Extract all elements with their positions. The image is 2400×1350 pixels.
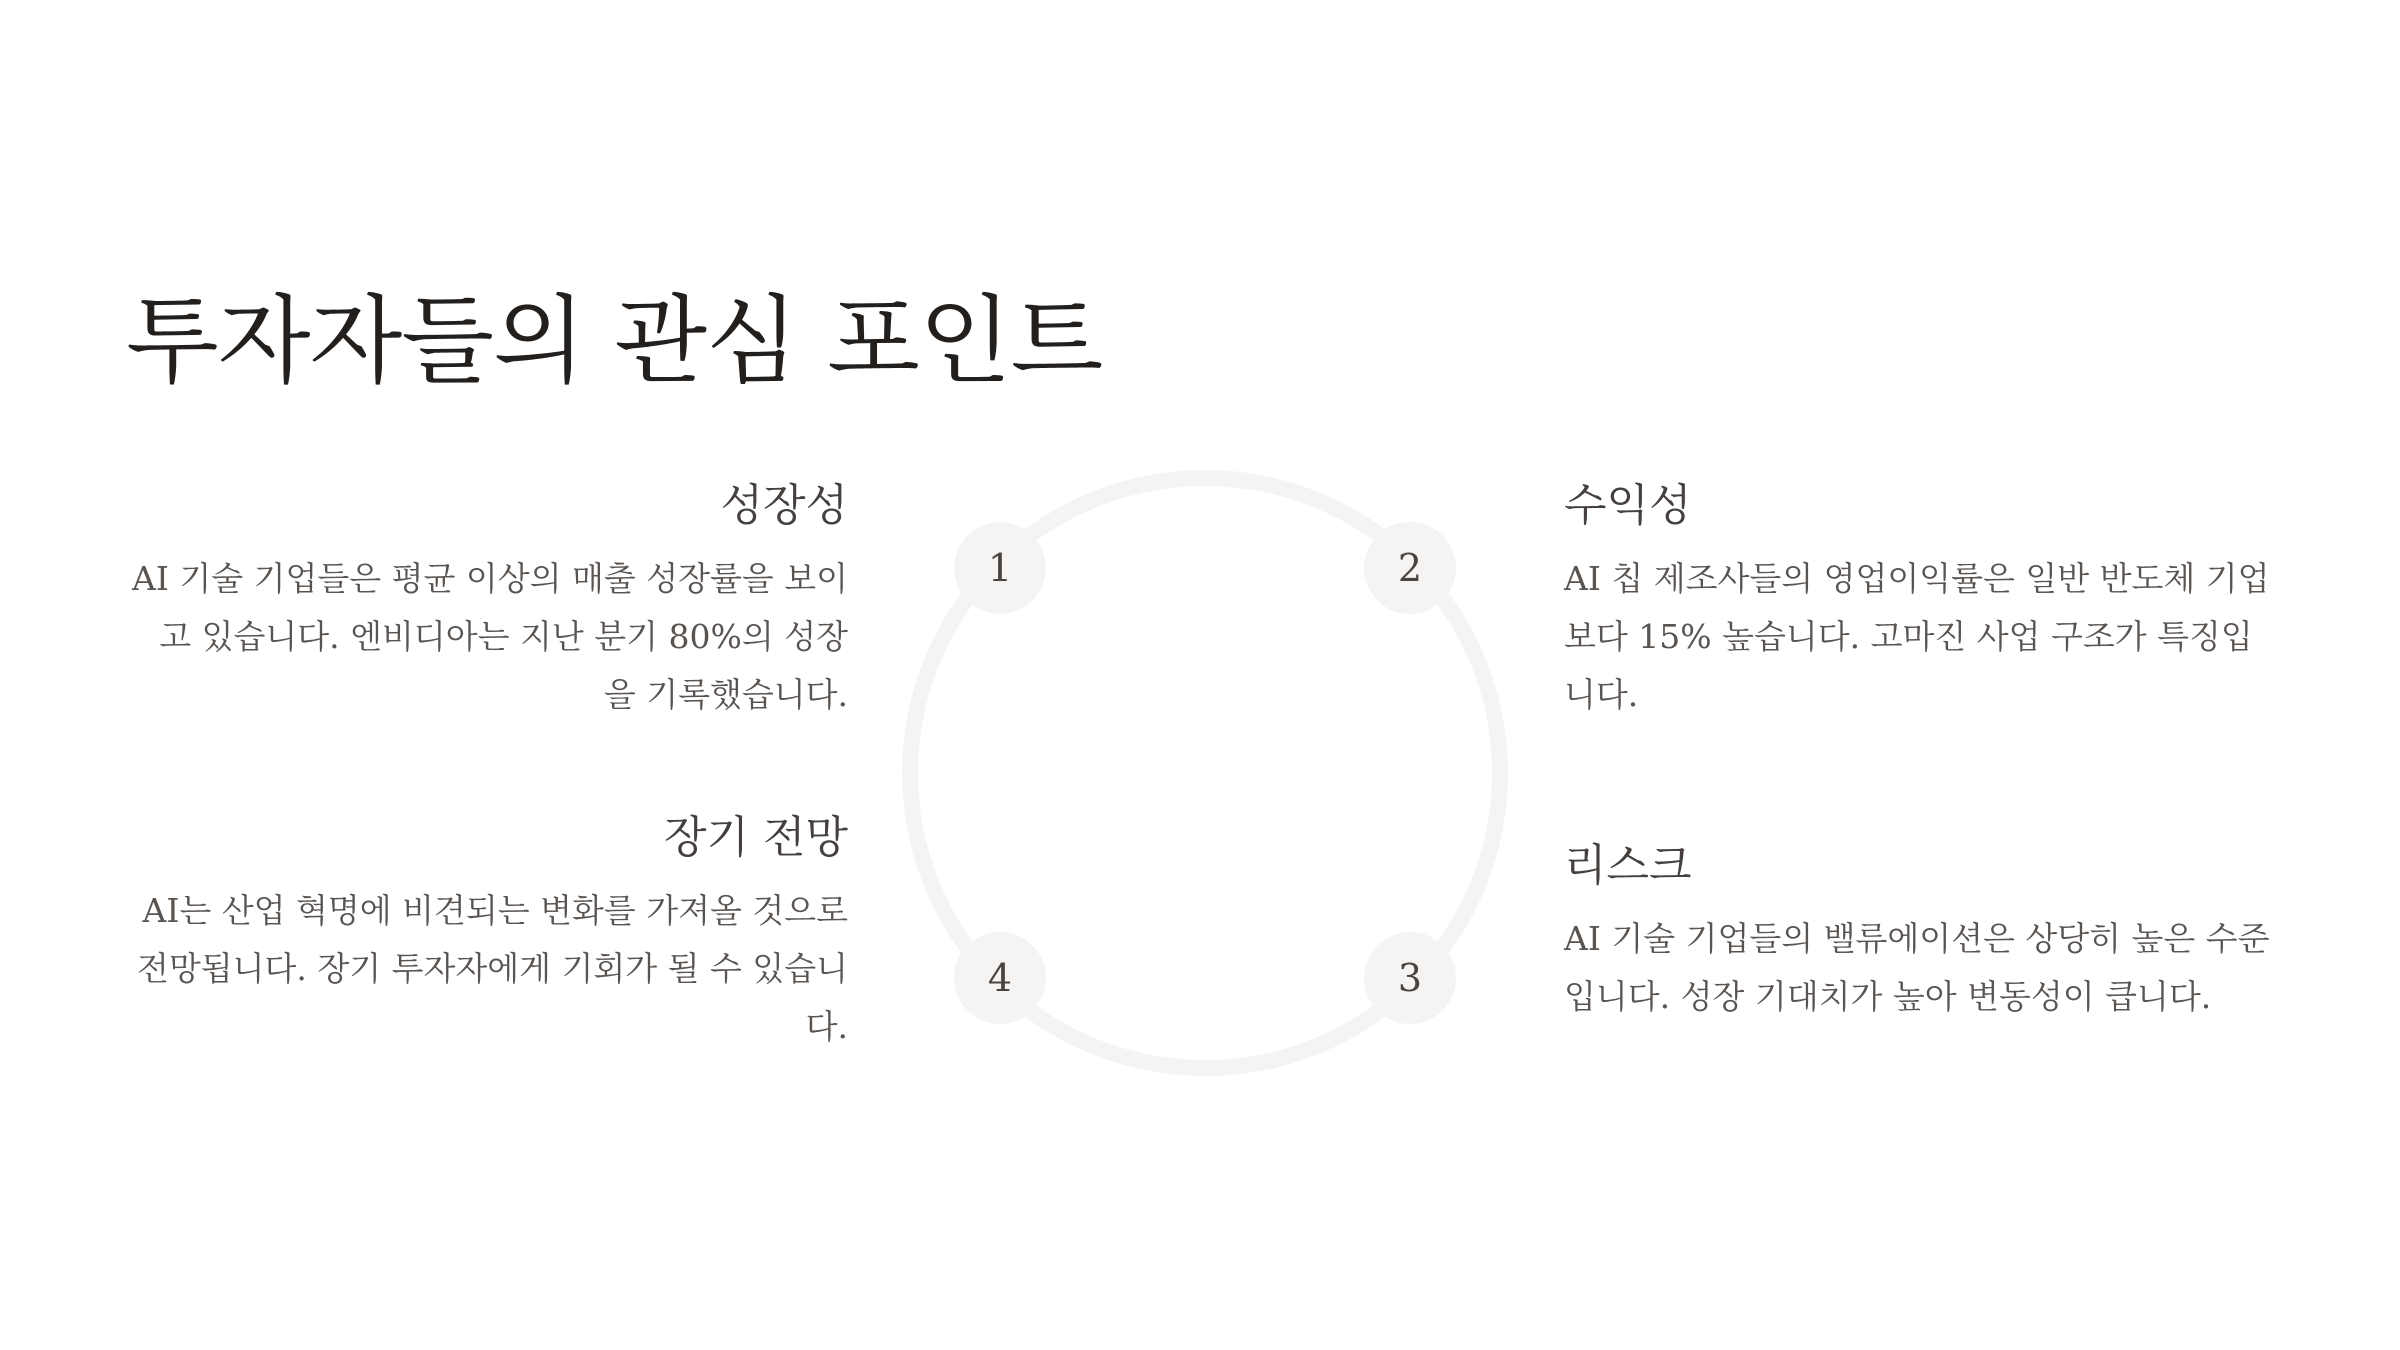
point-profit-heading: 수익성 (1564, 480, 1692, 531)
point-longterm (128, 810, 848, 1056)
point-risk-text: AI 기술 기업들의 밸류에이션은 상당히 높은 수준입니다. 성장 기대치가 높아 변동성이 큽니다. (1564, 919, 2270, 1016)
slide-title: 투자자들의 관심 포인트 (126, 285, 1103, 397)
step-badge-1: 1 (954, 522, 1046, 614)
point-risk-heading: 리스크 (1564, 840, 1692, 891)
point-longterm-heading: 장기 전망 (663, 812, 848, 863)
step-badge-3: 3 (1364, 932, 1456, 1024)
point-growth-text: AI 기술 기업들은 평균 이상의 매출 성장률을 보이고 있습니다. 엔비디아는 지난 분기 80%의 성장을 기록했습니다. (132, 559, 848, 714)
point-profit-text: AI 칩 제조사들의 영업이익률은 일반 반도체 기업보다 15% 높습니다. 고마진 사업 구조가 특징입니다. (1564, 559, 2270, 714)
step-badge-4: 4 (954, 932, 1046, 1024)
point-profit (1564, 478, 2284, 724)
point-longterm-text: AI는 산업 혁명에 비견되는 변화를 가져올 것으로 전망됩니다. 장기 투자자에게 기회가 될 수 있습니다. (137, 891, 848, 1046)
point-risk (1564, 838, 2284, 1026)
point-growth-heading: 성장성 (720, 480, 848, 531)
point-growth (128, 478, 848, 724)
step-badge-2: 2 (1364, 522, 1456, 614)
